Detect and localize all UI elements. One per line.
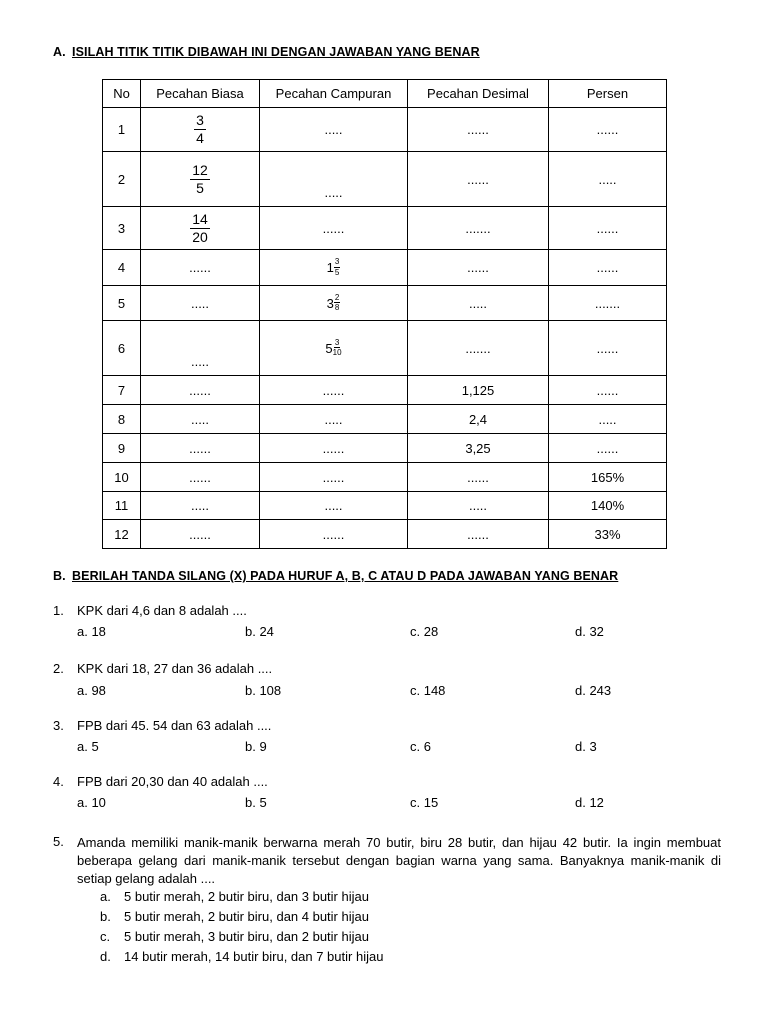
- cell-no: 5: [103, 286, 141, 321]
- cell-no: 3: [103, 207, 141, 250]
- fraction: [194, 113, 206, 145]
- fraction: [190, 163, 210, 195]
- question-text: KPK dari 18, 27 dan 36 adalah ....: [77, 661, 273, 676]
- question-number: 2.: [53, 661, 64, 676]
- option-d[interactable]: d. 243: [575, 683, 612, 698]
- fraction-denominator: 10: [332, 348, 342, 357]
- question-1: [53, 603, 247, 618]
- fraction-numerator: 3: [196, 112, 204, 129]
- fraction-denominator: 5: [334, 267, 340, 277]
- cell-campuran: ......: [260, 376, 408, 405]
- cell-biasa: .....: [141, 405, 260, 434]
- cell-desimal: ......: [408, 152, 549, 207]
- cell-campuran: [260, 286, 408, 321]
- fraction-numerator: 2: [334, 292, 340, 302]
- option-a[interactable]: a. 18: [77, 624, 106, 639]
- cell-desimal: ......: [408, 108, 549, 152]
- table-row: [103, 152, 667, 207]
- section-a-title: [53, 45, 480, 59]
- cell-biasa: .....: [141, 286, 260, 321]
- option-text: 5 butir merah, 3 butir biru, dan 2 butir hijau: [124, 929, 369, 944]
- cell-biasa: .....: [141, 492, 260, 520]
- question-number: 1.: [53, 603, 64, 618]
- cell-campuran: [260, 152, 408, 207]
- mixed-whole: 1: [326, 260, 334, 275]
- cell-no: 1: [103, 108, 141, 152]
- option-b[interactable]: b. 5: [245, 795, 267, 810]
- mixed-fraction: [327, 258, 341, 277]
- cell-biasa: ......: [141, 434, 260, 463]
- cell-campuran-value: .....: [324, 185, 343, 200]
- cell-campuran: ......: [260, 207, 408, 250]
- cell-biasa: ......: [141, 250, 260, 286]
- header-persen: Persen: [549, 80, 667, 108]
- cell-no: 2: [103, 152, 141, 207]
- option-a[interactable]: a. 5: [77, 739, 99, 754]
- cell-desimal: 1,125: [408, 376, 549, 405]
- cell-persen: .....: [549, 405, 667, 434]
- cell-persen: ......: [549, 250, 667, 286]
- question-5-number: 5.: [53, 834, 64, 849]
- cell-desimal: 2,4: [408, 405, 549, 434]
- cell-desimal: 3,25: [408, 434, 549, 463]
- mixed-fraction: [327, 294, 341, 313]
- question-text: FPB dari 20,30 dan 40 adalah ....: [77, 774, 268, 789]
- cell-campuran: [260, 321, 408, 376]
- table-row: [103, 321, 667, 376]
- option-a[interactable]: a. 10: [77, 795, 106, 810]
- fraction: [334, 258, 340, 277]
- cell-persen: ......: [549, 321, 667, 376]
- section-b-heading: BERILAH TANDA SILANG (X) PADA HURUF A, B, C ATAU D PADA JAWABAN YANG BENAR: [72, 569, 619, 583]
- option-c[interactable]: [100, 929, 369, 944]
- fraction-numerator: 14: [192, 210, 208, 227]
- cell-persen: ......: [549, 434, 667, 463]
- cell-campuran: ......: [260, 434, 408, 463]
- question-number: 4.: [53, 774, 64, 789]
- option-letter: d.: [100, 949, 111, 964]
- cell-campuran: ......: [260, 520, 408, 549]
- fraction-numerator: 3: [334, 257, 340, 267]
- cell-campuran: ......: [260, 463, 408, 492]
- cell-persen: ......: [549, 207, 667, 250]
- cell-no: 7: [103, 376, 141, 405]
- option-c[interactable]: c. 28: [410, 624, 439, 639]
- option-text: 5 butir merah, 2 butir biru, dan 3 butir hijau: [124, 889, 369, 904]
- cell-persen: .....: [549, 152, 667, 207]
- fraction-denominator: 4: [196, 130, 204, 146]
- cell-no: 11: [103, 492, 141, 520]
- option-b[interactable]: b. 24: [245, 624, 274, 639]
- cell-biasa: ......: [141, 376, 260, 405]
- cell-desimal: ......: [408, 463, 549, 492]
- section-b-label: B.: [53, 569, 66, 583]
- option-a[interactable]: [100, 889, 369, 904]
- table-row: [103, 207, 667, 250]
- cell-campuran: .....: [260, 492, 408, 520]
- cell-desimal: .....: [408, 492, 549, 520]
- option-d[interactable]: d. 3: [575, 739, 597, 754]
- cell-persen: ......: [549, 108, 667, 152]
- cell-persen: 140%: [549, 492, 667, 520]
- cell-desimal: .....: [408, 286, 549, 321]
- cell-biasa: [141, 108, 260, 152]
- option-c[interactable]: c. 6: [410, 739, 431, 754]
- fraction-denominator: 8: [334, 303, 340, 312]
- question-text: KPK dari 4,6 dan 8 adalah ....: [77, 603, 247, 618]
- cell-desimal: .......: [408, 207, 549, 250]
- section-a-label: A.: [53, 45, 66, 59]
- option-text: 14 butir merah, 14 butir biru, dan 7 butir hijau: [124, 949, 384, 964]
- cell-biasa-value: .....: [190, 354, 210, 369]
- option-d[interactable]: d. 32: [575, 624, 604, 639]
- question-text: FPB dari 45. 54 dan 63 adalah ....: [77, 718, 272, 733]
- table-row: [103, 520, 667, 549]
- fraction-denominator: 5: [196, 179, 204, 196]
- fraction-table: [102, 79, 667, 549]
- mixed-whole: 3: [326, 295, 334, 311]
- question-4: [53, 774, 268, 789]
- cell-biasa: ......: [141, 520, 260, 549]
- option-c[interactable]: c. 15: [410, 795, 439, 810]
- cell-no: 6: [103, 321, 141, 376]
- fraction-numerator: 12: [192, 161, 208, 178]
- cell-no: 4: [103, 250, 141, 286]
- cell-campuran: .....: [260, 405, 408, 434]
- option-letter: c.: [100, 929, 111, 944]
- mixed-whole: 5: [325, 340, 333, 356]
- cell-persen: .......: [549, 286, 667, 321]
- section-b-title: [53, 569, 618, 583]
- table-header-row: [103, 80, 667, 108]
- fraction: [190, 212, 210, 244]
- fraction: [334, 294, 340, 313]
- mixed-fraction: [325, 339, 341, 358]
- option-letter: a.: [100, 889, 111, 904]
- option-b[interactable]: b. 108: [245, 683, 282, 698]
- table-row: [103, 434, 667, 463]
- option-c[interactable]: c. 148: [410, 683, 446, 698]
- cell-biasa: [141, 321, 260, 376]
- cell-desimal: .......: [408, 321, 549, 376]
- table-row: [103, 376, 667, 405]
- cell-desimal: ......: [408, 520, 549, 549]
- option-d[interactable]: d. 12: [575, 795, 604, 810]
- cell-biasa: [141, 207, 260, 250]
- option-a[interactable]: a. 98: [77, 683, 106, 698]
- cell-campuran: [260, 250, 408, 286]
- question-5-text: Amanda memiliki manik-manik berwarna merah 70 butir, biru 28 butir, dan hijau 42 butir. Ia ingin membuat beberapa gelang dari manik-manik tersebut dengan bagian warna yang sama. Banyaknya manik-manik di setiap gelang adalah ....: [77, 835, 721, 886]
- cell-persen: 165%: [549, 463, 667, 492]
- table-row: [103, 463, 667, 492]
- option-text: 5 butir merah, 2 butir biru, dan 4 butir hijau: [124, 909, 369, 924]
- fraction: [333, 339, 342, 358]
- option-b[interactable]: b. 9: [245, 739, 267, 754]
- cell-no: 10: [103, 463, 141, 492]
- fraction-numerator: 3: [334, 337, 340, 347]
- table-row: [103, 405, 667, 434]
- header-pecahan-desimal: Pecahan Desimal: [408, 80, 549, 108]
- header-pecahan-biasa: Pecahan Biasa: [141, 80, 260, 108]
- option-b[interactable]: [100, 909, 369, 924]
- cell-biasa: ......: [141, 463, 260, 492]
- question-number: 3.: [53, 718, 64, 733]
- cell-biasa: [141, 152, 260, 207]
- cell-no: 8: [103, 405, 141, 434]
- table-row: [103, 250, 667, 286]
- table-row: [103, 108, 667, 152]
- fraction-denominator: 20: [192, 228, 208, 245]
- cell-no: 12: [103, 520, 141, 549]
- cell-persen: 33%: [549, 520, 667, 549]
- option-d[interactable]: [100, 949, 383, 964]
- question-2: [53, 661, 272, 676]
- cell-persen: ......: [549, 376, 667, 405]
- cell-no: 9: [103, 434, 141, 463]
- question-3: [53, 718, 271, 733]
- table-row: [103, 286, 667, 321]
- header-no: No: [103, 80, 141, 108]
- table-row: [103, 492, 667, 520]
- cell-campuran: .....: [260, 108, 408, 152]
- cell-desimal: ......: [408, 250, 549, 286]
- header-pecahan-campuran: Pecahan Campuran: [260, 80, 408, 108]
- option-letter: b.: [100, 909, 111, 924]
- section-a-heading: ISILAH TITIK TITIK DIBAWAH INI DENGAN JAWABAN YANG BENAR: [72, 45, 480, 59]
